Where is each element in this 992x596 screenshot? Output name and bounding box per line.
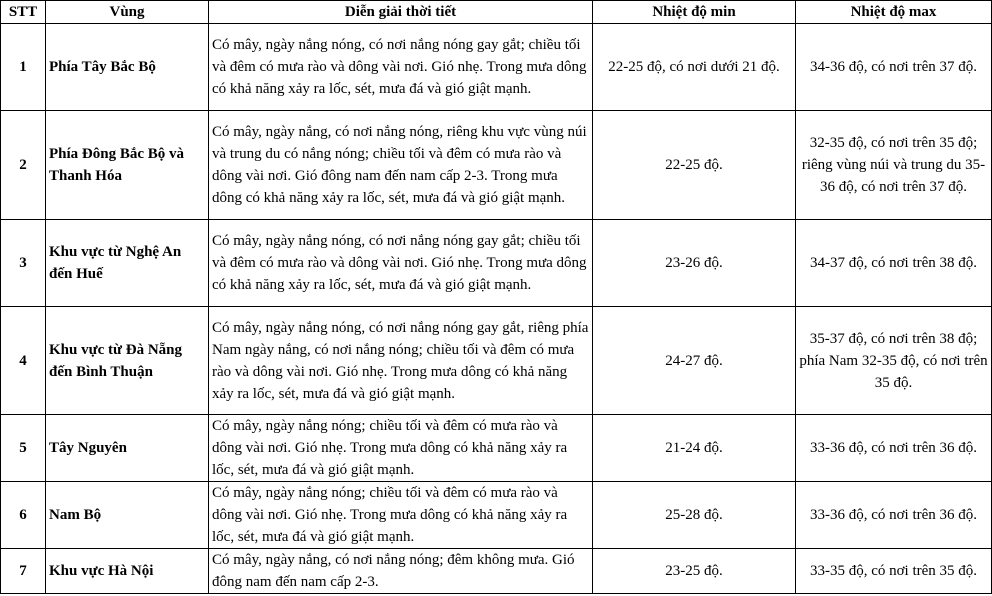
table-row bbox=[1, 307, 992, 415]
row-stt: 3 bbox=[1, 220, 46, 307]
table-row bbox=[1, 415, 992, 482]
row-stt: 2 bbox=[1, 111, 46, 220]
row-temp-max: 33-36 độ, có nơi trên 36 độ. bbox=[796, 482, 992, 549]
row-temp-max: 33-36 độ, có nơi trên 36 độ. bbox=[796, 415, 992, 482]
row-temp-max: 32-35 độ, có nơi trên 35 độ; riêng vùng núi và trung du 35-36 độ, có nơi trên 37 độ. bbox=[796, 111, 992, 220]
table-row bbox=[1, 111, 992, 220]
row-description: Có mây, ngày nắng, có nơi nắng nóng; đêm không mưa. Gió đông nam đến nam cấp 2-3. bbox=[209, 549, 593, 594]
row-stt: 1 bbox=[1, 24, 46, 111]
table-row bbox=[1, 482, 992, 549]
header-stt: STT bbox=[1, 1, 46, 24]
row-description: Có mây, ngày nắng nóng; chiều tối và đêm có mưa rào và dông vài nơi. Gió nhẹ. Trong mưa dông có khả năng xảy ra lốc, sét, mưa đá và gió giật mạnh. bbox=[209, 415, 593, 482]
row-description: Có mây, ngày nắng nóng, có nơi nắng nóng gay gắt; chiều tối và đêm có mưa rào và dông vài nơi. Gió nhẹ. Trong mưa dông có khả năng xảy ra lốc, sét, mưa đá và gió giật mạnh. bbox=[209, 220, 593, 307]
row-temp-min: 21-24 độ. bbox=[593, 415, 796, 482]
row-temp-max: 35-37 độ, có nơi trên 38 độ; phía Nam 32-35 độ, có nơi trên 35 độ. bbox=[796, 307, 992, 415]
row-description: Có mây, ngày nắng nóng, có nơi nắng nóng gay gắt, riêng phía Nam ngày nắng, có nơi nắng nóng; chiều tối và đêm có mưa rào và dông vài nơi. Gió nhẹ. Trong mưa dông có khả năng xảy ra lốc, sét, mưa đá và gió giật mạnh. bbox=[209, 307, 593, 415]
row-description: Có mây, ngày nắng nóng, có nơi nắng nóng gay gắt; chiều tối và đêm có mưa rào và dông vài nơi. Gió nhẹ. Trong mưa dông có khả năng xảy ra lốc, sét, mưa đá và gió giật mạnh. bbox=[209, 24, 593, 111]
table-row bbox=[1, 220, 992, 307]
row-temp-min: 23-25 độ. bbox=[593, 549, 796, 594]
table-row bbox=[1, 24, 992, 111]
row-region: Tây Nguyên bbox=[46, 415, 209, 482]
row-region: Phía Đông Bắc Bộ và Thanh Hóa bbox=[46, 111, 209, 220]
row-region: Phía Tây Bắc Bộ bbox=[46, 24, 209, 111]
row-temp-min: 22-25 độ. bbox=[593, 111, 796, 220]
table-header-row bbox=[1, 1, 992, 24]
row-temp-min: 25-28 độ. bbox=[593, 482, 796, 549]
row-description: Có mây, ngày nắng nóng; chiều tối và đêm có mưa rào và dông vài nơi. Gió nhẹ. Trong mưa dông có khả năng xảy ra lốc, sét, mưa đá và gió giật mạnh. bbox=[209, 482, 593, 549]
table-row bbox=[1, 549, 992, 594]
row-region: Khu vực từ Đà Nẵng đến Bình Thuận bbox=[46, 307, 209, 415]
row-temp-min: 23-26 độ. bbox=[593, 220, 796, 307]
header-description: Diễn giải thời tiết bbox=[209, 1, 593, 24]
header-region: Vùng bbox=[46, 1, 209, 24]
row-stt: 4 bbox=[1, 307, 46, 415]
header-temp-max: Nhiệt độ max bbox=[796, 1, 992, 24]
row-temp-max: 33-35 độ, có nơi trên 35 độ. bbox=[796, 549, 992, 594]
row-temp-min: 22-25 độ, có nơi dưới 21 độ. bbox=[593, 24, 796, 111]
row-temp-min: 24-27 độ. bbox=[593, 307, 796, 415]
row-stt: 6 bbox=[1, 482, 46, 549]
row-description: Có mây, ngày nắng, có nơi nắng nóng, riêng khu vực vùng núi và trung du có nắng nóng; chiều tối và đêm có mưa rào và dông vài nơi. Gió đông nam đến nam cấp 2-3. Trong mưa dông có khả năng xảy ra lốc, sét, mưa đá và gió giật mạnh. bbox=[209, 111, 593, 220]
row-stt: 5 bbox=[1, 415, 46, 482]
row-temp-max: 34-36 độ, có nơi trên 37 độ. bbox=[796, 24, 992, 111]
row-temp-max: 34-37 độ, có nơi trên 38 độ. bbox=[796, 220, 992, 307]
header-temp-min: Nhiệt độ min bbox=[593, 1, 796, 24]
row-region: Khu vực từ Nghệ An đến Huế bbox=[46, 220, 209, 307]
row-stt: 7 bbox=[1, 549, 46, 594]
row-region: Nam Bộ bbox=[46, 482, 209, 549]
row-region: Khu vực Hà Nội bbox=[46, 549, 209, 594]
